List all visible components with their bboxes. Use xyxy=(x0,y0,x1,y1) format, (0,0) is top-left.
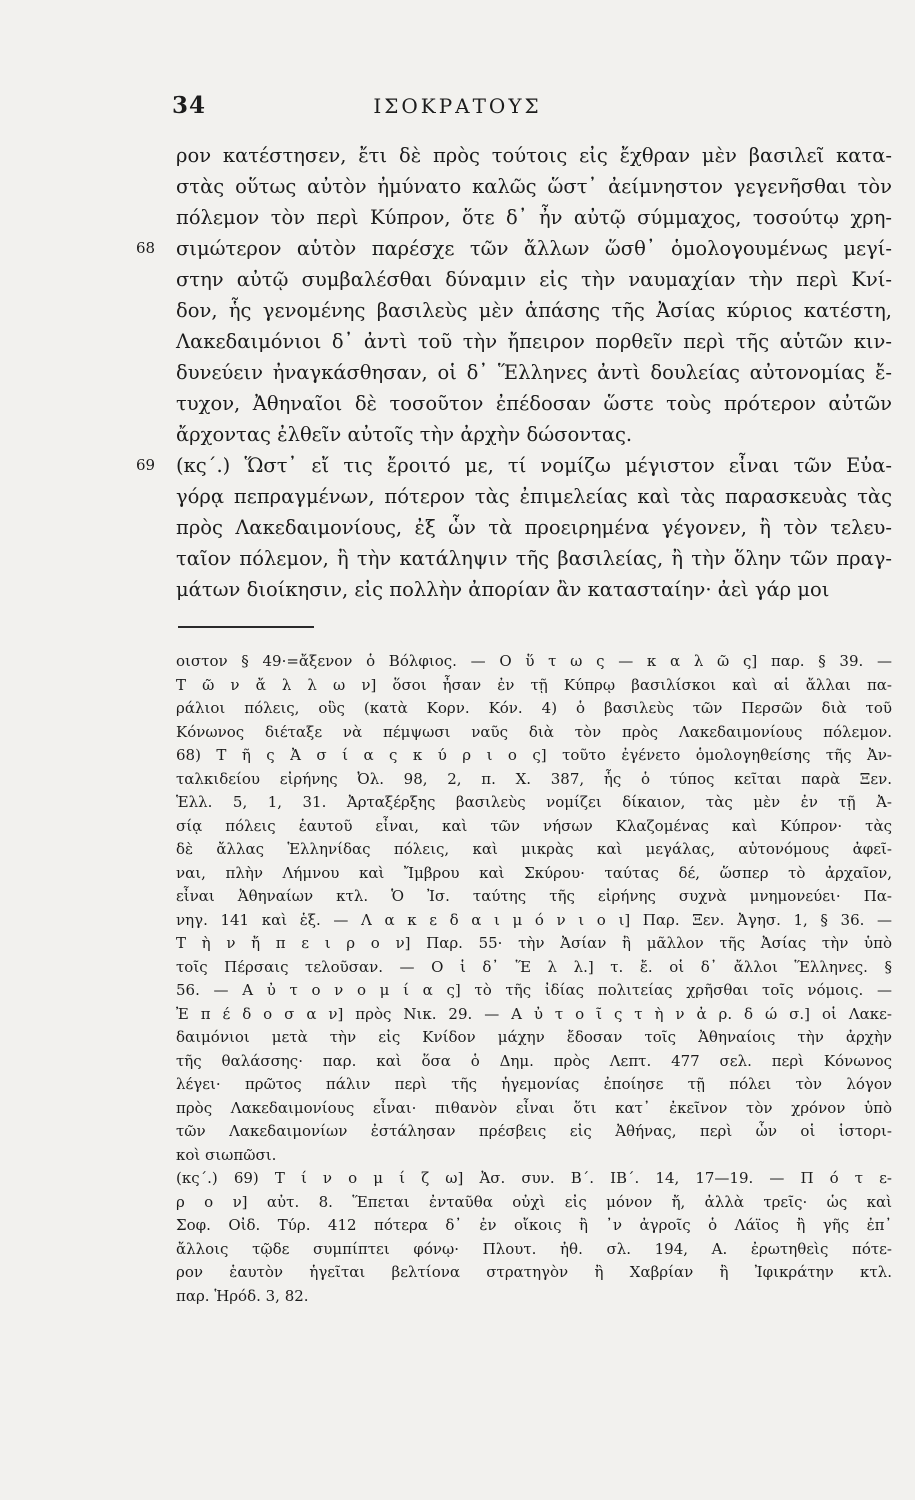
section-number: 69 xyxy=(136,456,156,474)
note-line: Τ ὴ ν ἤ π ε ι ρ ο ν] Παρ. 55· τὴν Ἀσίαν ἢ μᾶλλον τῆς Ἀσίας τὴν ὑπὸ xyxy=(176,934,892,952)
text-line-content: ταῖον πόλεμον, ἢ τὴν κατάληψιν τῆς βασιλείας, ἢ τὴν ὅλην τῶν πραγ- xyxy=(176,547,892,570)
text-line-content: στὰς οὕτως αὐτὸν ἠμύνατο καλῶς ὥστ᾽ ἀείμνηστον γεγενῆσθαι τὸν xyxy=(176,175,892,198)
text-line xyxy=(176,481,892,512)
note-line: νηγ. 141 καὶ ἑξ. — Λ α κ ε δ α ι μ ό ν ι ο ι] Παρ. Ξεν. Ἀγησ. 1, § 36. — xyxy=(176,910,892,929)
text-line xyxy=(136,450,892,481)
text-line-content: πρὸς Λακεδαιμονίους, ἐξ ὧν τὰ προειρημένα γέγονεν, ἢ τὸν τελευ- xyxy=(176,516,892,539)
text-line-content: πόλεμον τὸν περὶ Κύπρον, ὅτε δ᾽ ἦν αὐτῷ σύμμαχος, τοσούτῳ χρη- xyxy=(176,206,892,229)
note-line: σίᾳ πόλεις ἑαυτοῦ εἶναι, καὶ τῶν νήσων Κλαζομένας καὶ Κύπρον· τὰς xyxy=(176,816,892,835)
text-line xyxy=(176,512,892,543)
note-line: τοῖς Πέρσαις τελοῦσαν. — Ο ἱ δ᾽ Ἕ λ λ.] τ. ἔ. οἱ δ᾽ ἄλλοι Ἕλληνες. § xyxy=(176,957,892,976)
note-line: ναι, πλὴν Λήμνου καὶ Ἴμβρου καὶ Σκύρου· ταύτας δέ, ὥσπερ τὸ ἀρχαῖον, xyxy=(176,863,892,882)
note-line: ἄλλοις τῷδε συμπίπτει φόνῳ· Πλουτ. ἠθ. σλ. 194, Α. ἐρωτηθεὶς πότε- xyxy=(176,1239,892,1258)
text-line-content: στην αὐτῷ συμβαλέσθαι δύναμιν εἰς τὴν ναυμαχίαν τὴν περὶ Κνί- xyxy=(176,268,892,291)
text-line xyxy=(176,419,892,450)
text-line xyxy=(176,202,892,233)
text-line-content: μάτων διοίκησιν, εἰς πολλὴν ἀπορίαν ἂν κατασταίην· ἀεὶ γάρ μοι xyxy=(176,578,830,601)
note-line: 68) Τ ῆ ς Ἀ σ ί α ς κ ύ ρ ι ο ς] τοῦτο ἐγένετο ὁμολογηθείσης τῆς Ἀν- xyxy=(176,746,892,764)
note-line: εἶναι Ἀθηναίων κτλ. Ὁ Ἰσ. ταύτης τῆς εἰρήνης συχνὰ μνημονεύει· Πα- xyxy=(176,887,892,905)
text-line-content: (κς΄.) Ὥστ᾽ εἴ τις ἔροιτό με, τί νομίζω μέγιστον εἶναι τῶν Εὐα- xyxy=(176,454,892,477)
section-number: 68 xyxy=(136,239,156,257)
running-title: ΙΣΟΚΡΑΤΟΥΣ xyxy=(373,94,542,118)
note-line: Ἑλλ. 5, 1, 31. Ἀρταξέρξης βασιλεὺς νομίζει δίκαιον, τὰς μὲν ἐν τῇ Ἀ- xyxy=(176,793,892,811)
text-line xyxy=(176,171,892,202)
note-line: Ἐ π έ δ ο σ α ν] πρὸς Νικ. 29. — Α ὐ τ ο ῖ ς τ ὴ ν ἀ ρ. δ ώ σ.] οἱ Λακε- xyxy=(176,1004,892,1023)
text-line-content: γόρᾳ πεπραγμένων, πότερον τὰς ἐπιμελείας καὶ τὰς παρασκευὰς τὰς xyxy=(176,485,892,508)
note-line: κοὶ σιωπῶσι. xyxy=(176,1145,277,1164)
note-line: (κς΄.) 69) Τ ί ν ο μ ί ζ ω] Ἀσ. συν. Β΄. ΙΒ΄. 14, 17—19. — Π ό τ ε- xyxy=(176,1169,892,1187)
note-line: οιστον § 49·=ἄξενον ὁ Βόλφιος. — Ο ὕ τ ω ς — κ α λ ῶ ς] παρ. § 39. — xyxy=(176,652,892,670)
page-header xyxy=(0,92,915,122)
text-line-content: ἄρχοντας ἐλθεῖν αὐτοῖς τὴν ἀρχὴν δώσοντας. xyxy=(176,423,633,446)
note-line: Κόνωνος διέταξε νὰ πέμψωσι ναῦς διὰ τὸν πρὸς Λακεδαιμονίους πόλεμον. xyxy=(176,722,892,741)
text-line-content: Λακεδαιμόνιοι δ᾽ ἀντὶ τοῦ τὴν ἤπειρον πορθεῖν περὶ τῆς αὑτῶν κιν- xyxy=(176,330,892,353)
text-line xyxy=(176,326,892,357)
page-number: 34 xyxy=(172,92,207,119)
text-line xyxy=(176,295,892,326)
text-line-content: δυνεύειν ἠναγκάσθησαν, οἱ δ᾽ Ἕλληνες ἀντὶ δουλείας αὐτονομίας ἔ- xyxy=(176,361,892,384)
note-line: παρ. Ἡρόδ. 3, 82. xyxy=(176,1286,309,1305)
text-line xyxy=(176,388,892,419)
text-line-content: σιμώτερον αὑτὸν παρέσχε τῶν ἄλλων ὥσθ᾽ ὁμολογουμένως μεγί- xyxy=(176,237,892,260)
note-line: τῆς θαλάσσης· παρ. καὶ ὅσα ὁ Δημ. πρὸς Λεπτ. 477 σελ. περὶ Κόνωνος xyxy=(176,1051,892,1070)
commentary-notes-block xyxy=(176,650,892,1308)
note-line: ταλκιδείου εἰρήνης Ὀλ. 98, 2, π. Χ. 387, ἧς ὁ τύπος κεῖται παρὰ Ξεν. xyxy=(176,769,892,788)
note-line: 56. — Α ὐ τ ο ν ο μ ί α ς] τὸ τῆς ἰδίας πολιτείας χρῆσθαι τοῖς νόμοις. — xyxy=(176,981,892,999)
main-text-block xyxy=(136,140,892,605)
text-line xyxy=(176,543,892,574)
note-line: Σοφ. Οἰδ. Τύρ. 412 πότερα δ᾽ ἐν οἴκοις ἢ ᾽ν ἀγροῖς ὁ Λάϊος ἢ γῆς ἐπ᾽ xyxy=(176,1216,892,1234)
text-line-content: δον, ἧς γενομένης βασιλεὺς μὲν ἁπάσης τῆς Ἀσίας κύριος κατέστη, xyxy=(176,299,892,322)
note-line: δὲ ἄλλας Ἑλληνίδας πόλεις, καὶ μικρὰς καὶ μεγάλας, αὐτονόμους ἀφεῖ- xyxy=(176,840,892,858)
text-line xyxy=(176,264,892,295)
text-line xyxy=(176,140,892,171)
text-line-content: ρον κατέστησεν, ἔτι δὲ πρὸς τούτοις εἰς ἔχθραν μὲν βασιλεῖ κατα- xyxy=(176,144,892,167)
text-line xyxy=(176,574,892,605)
note-line: τῶν Λακεδαιμονίων ἐστάλησαν πρέσβεις εἰς Ἀθήνας, περὶ ὧν οἱ ἱστορι- xyxy=(176,1122,892,1140)
note-line: ράλιοι πόλεις, οὓς (κατὰ Κορν. Κόν. 4) ὁ βασιλεὺς τῶν Περσῶν διὰ τοῦ xyxy=(176,699,892,717)
note-line: Τ ῶ ν ἄ λ λ ω ν] ὅσοι ἦσαν ἐν τῇ Κύπρῳ βασιλίσκοι καὶ αἱ ἄλλαι πα- xyxy=(176,675,892,694)
note-line: ρον ἑαυτὸν ἡγεῖται βελτίονα στρατηγὸν ἢ Χαβρίαν ἢ Ἰφικράτην κτλ. xyxy=(176,1263,892,1281)
note-line: λέγει· πρῶτος πάλιν περὶ τῆς ἡγεμονίας ἐποίησε τῇ πόλει τὸν λόγον xyxy=(176,1075,892,1093)
text-line xyxy=(176,357,892,388)
footnote-separator-rule xyxy=(178,626,314,628)
text-line-content: τυχον, Ἀθηναῖοι δὲ τοσοῦτον ἐπέδοσαν ὥστε τοὺς πρότερον αὐτῶν xyxy=(176,392,892,415)
text-line xyxy=(136,233,892,264)
note-line: δαιμόνιοι μετὰ τὴν εἰς Κνίδον μάχην ἔδοσαν τοῖς Ἀθηναίοις τὴν ἀρχὴν xyxy=(176,1028,892,1046)
note-line: πρὸς Λακεδαιμονίους εἶναι· πιθανὸν εἶναι ὅτι κατ᾽ ἐκεῖνον τὸν χρόνον ὑπὸ xyxy=(176,1098,892,1117)
note-line: ρ ο ν] αὐτ. 8. Ἕπεται ἐνταῦθα οὐχὶ εἰς μόνον ἤ, ἀλλὰ τρεῖς· ὡς καὶ xyxy=(176,1192,892,1211)
